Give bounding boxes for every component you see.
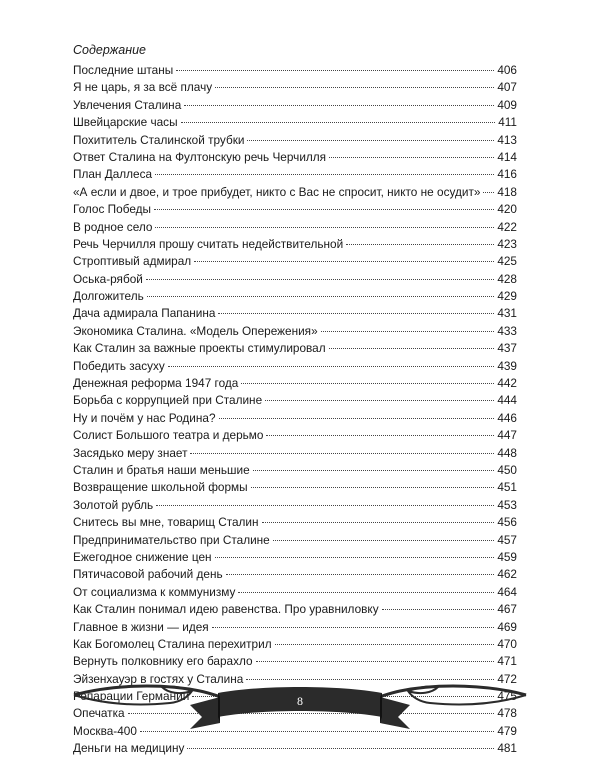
toc-entry-title: Увлечения Сталина: [73, 97, 182, 112]
toc-entry-title: От социализма к коммунизму: [73, 584, 236, 599]
toc-entry: [73, 549, 517, 566]
toc-entry: [73, 132, 517, 149]
toc-entry-page: 413: [497, 132, 517, 147]
toc-dot-leader: [147, 296, 495, 297]
toc-entry: [73, 271, 517, 288]
toc-entry-title: Швейцарские часы: [73, 115, 178, 130]
toc-dot-leader: [251, 487, 495, 488]
toc-entry-page: 437: [497, 341, 517, 356]
toc-entry-page: 446: [497, 410, 517, 425]
toc-entry: [73, 149, 517, 166]
toc-entry-title: Как Богомолец Сталина перехитрил: [73, 636, 272, 651]
toc-entry-title: Снитесь вы мне, товарищ Сталин: [73, 515, 259, 530]
toc-entry-page: 418: [497, 184, 517, 199]
toc-entry: [73, 219, 517, 236]
toc-dot-leader: [181, 122, 496, 123]
toc-entry-page: 411: [498, 115, 517, 130]
toc-entry-page: 459: [497, 549, 517, 564]
toc-entry: [73, 288, 517, 305]
toc-entry: [73, 253, 517, 270]
toc-entry-title: Деньги на медицину: [73, 741, 185, 756]
toc-dot-leader: [226, 574, 495, 575]
toc-entry: [73, 514, 517, 531]
toc-entry-title: Последние штаны: [73, 63, 174, 77]
toc-dot-leader: [218, 313, 494, 314]
toc-dot-leader: [187, 748, 494, 749]
toc-entry: [73, 114, 517, 131]
toc-dot-leader: [155, 227, 494, 228]
toc-entry-title: Долгожитель: [73, 289, 144, 304]
toc-dot-leader: [247, 140, 494, 141]
toc-entry-page: 467: [497, 602, 517, 617]
toc-entry-page: 447: [497, 428, 517, 443]
toc-entry-page: 433: [497, 323, 517, 338]
toc-dot-leader: [329, 157, 494, 158]
toc-dot-leader: [155, 174, 494, 175]
toc-entry-page: 453: [497, 497, 517, 512]
toc-entry: [73, 445, 517, 462]
toc-entry-title: Главное в жизни — идея: [73, 619, 209, 634]
toc-entry: [73, 497, 517, 514]
toc-entry-page: 464: [497, 584, 517, 599]
toc-entry-title: План Даллеса: [73, 167, 153, 182]
toc-entry: [73, 340, 517, 357]
toc-entry-page: 439: [497, 358, 517, 373]
toc-dot-leader: [168, 366, 494, 367]
toc-entry-page: 409: [497, 97, 517, 112]
toc-entry-page: 422: [497, 219, 517, 234]
toc-entry-page: 469: [497, 619, 517, 634]
toc-entry-title: Ответ Сталина на Фултонскую речь Черчилля: [73, 149, 327, 164]
toc-entry: [73, 323, 517, 340]
toc-dot-leader: [382, 609, 495, 610]
toc-entry-title: Похититель Сталинской трубки: [73, 132, 245, 147]
toc-entry-title: Предпринимательство при Сталине: [73, 532, 270, 547]
toc-entry-page: 414: [497, 149, 517, 164]
page-number: 8: [297, 694, 303, 708]
toc-entry-page: 444: [497, 393, 517, 408]
toc-dot-leader: [146, 279, 494, 280]
toc-entry-page: 431: [497, 306, 517, 321]
toc-entry: [73, 532, 517, 549]
toc-entry-title: Ежегодное снижение цен: [73, 549, 212, 564]
toc-entry-title: Оська-рябой: [73, 271, 143, 286]
toc-entry: [73, 392, 517, 409]
toc-entry-page: 456: [497, 515, 517, 530]
toc-entry-page: 471: [497, 654, 517, 669]
toc-entry-page: 479: [497, 723, 517, 738]
toc-entry-title: Пятичасовой рабочий день: [73, 567, 223, 582]
toc-entry: [73, 566, 517, 583]
toc-entry-title: В родное село: [73, 219, 153, 234]
toc-entry-title: Я не царь, я за всё плачу: [73, 80, 213, 95]
toc-dot-leader: [329, 348, 495, 349]
toc-entry-title: Дача адмирала Папанина: [73, 306, 216, 321]
toc-dot-leader: [256, 661, 495, 662]
toc-entry-title: Москва-400: [73, 723, 137, 738]
toc-entry-title: Ну и почём у нас Родина?: [73, 410, 216, 425]
toc-entry-page: 457: [497, 532, 517, 547]
toc-entry: [73, 584, 517, 601]
toc-dot-leader: [219, 418, 495, 419]
toc-entry-page: 450: [497, 462, 517, 477]
toc-entry: [73, 479, 517, 496]
toc-entry-title: «А если и двое, и трое прибудет, никто с Вас не спросит, никто не осудит»: [73, 184, 481, 199]
toc-entry-page: 429: [497, 289, 517, 304]
toc-entry-title: Как Сталин за важные проекты стимулировал: [73, 341, 326, 356]
toc-entry-page: 420: [497, 202, 517, 217]
toc-dot-leader: [154, 209, 494, 210]
toc-entry-page: 448: [497, 445, 517, 460]
toc-dot-leader: [156, 505, 494, 506]
toc-entry-page: 472: [497, 671, 517, 686]
toc-dot-leader: [346, 244, 494, 245]
toc-entry-page: 416: [497, 167, 517, 182]
toc-entry: [73, 636, 517, 653]
toc-entry: [73, 236, 517, 253]
toc-entry: [73, 375, 517, 392]
toc-entry-page: 425: [497, 254, 517, 269]
toc-entry-page: 428: [497, 271, 517, 286]
toc-entry-title: Денежная реформа 1947 года: [73, 376, 239, 391]
toc-entry-title: Экономика Сталина. «Модель Опережения»: [73, 323, 318, 338]
toc-entry-title: Строптивый адмирал: [73, 254, 192, 269]
toc-dot-leader: [241, 383, 494, 384]
toc-dot-leader: [194, 261, 494, 262]
toc-entry-title: Вернуть полковнику его барахло: [73, 654, 253, 669]
toc-entry-title: Победить засуху: [73, 358, 165, 373]
toc-dot-leader: [265, 400, 494, 401]
section-header: Содержание: [73, 43, 146, 57]
toc-entry-title: Репарации Германии: [73, 689, 190, 704]
toc-entry-page: 407: [497, 80, 517, 95]
toc-entry-title: Засядько меру знает: [73, 445, 188, 460]
toc-entry: [73, 462, 517, 479]
toc-dot-leader: [184, 105, 494, 106]
toc-entry: [73, 410, 517, 427]
toc-entry-page: 423: [497, 236, 517, 251]
toc-dot-leader: [275, 644, 495, 645]
toc-entry-page: 406: [497, 63, 517, 77]
toc-entry-page: 451: [497, 480, 517, 495]
toc-entry-title: Как Сталин понимал идею равенства. Про уравниловку: [73, 602, 379, 617]
toc-entry-title: Возвращение школьной формы: [73, 480, 248, 495]
toc-entry: [73, 653, 517, 670]
toc-entry: [73, 201, 517, 218]
toc-dot-leader: [238, 592, 494, 593]
toc-entry: [73, 97, 517, 114]
toc-entry-title: Золотой рубль: [73, 497, 154, 512]
toc-entry-page: 478: [497, 706, 517, 721]
toc-entry: [73, 619, 517, 636]
toc-entry: [73, 79, 517, 96]
toc-entry: [73, 62, 517, 79]
toc-entry-title: Солист Большого театра и дерьмо: [73, 428, 264, 443]
toc-dot-leader: [176, 70, 494, 71]
toc-entry: [73, 184, 517, 201]
toc-entry-page: 442: [497, 376, 517, 391]
toc-dot-leader: [190, 453, 494, 454]
toc-entry: [73, 427, 517, 444]
toc-dot-leader: [215, 87, 494, 88]
toc-dot-leader: [253, 470, 495, 471]
toc-entry: [73, 305, 517, 322]
toc-entry-title: Борьба с коррупцией при Сталине: [73, 393, 263, 408]
toc-entry-page: 481: [497, 741, 517, 756]
toc-entry: [73, 601, 517, 618]
toc-entry-title: Голос Победы: [73, 202, 151, 217]
toc-dot-leader: [212, 627, 495, 628]
toc-dot-leader: [483, 192, 494, 193]
toc-dot-leader: [262, 522, 495, 523]
toc-entry: [73, 740, 517, 757]
toc-entry-title: Эйзенхауэр в гостях у Сталина: [73, 671, 244, 686]
table-of-contents: [73, 62, 517, 758]
toc-entry-title: Речь Черчилля прошу считать недействительной: [73, 236, 344, 251]
toc-entry: [73, 166, 517, 183]
toc-dot-leader: [215, 557, 495, 558]
toc-dot-leader: [273, 540, 495, 541]
toc-entry-title: Сталин и братья наши меньшие: [73, 462, 250, 477]
toc-entry-page: 462: [497, 567, 517, 582]
toc-entry: [73, 358, 517, 375]
toc-entry-page: 475: [497, 689, 517, 704]
toc-dot-leader: [321, 331, 495, 332]
toc-dot-leader: [266, 435, 494, 436]
toc-entry-title: Опечатка: [73, 706, 125, 721]
toc-entry-page: 470: [497, 636, 517, 651]
